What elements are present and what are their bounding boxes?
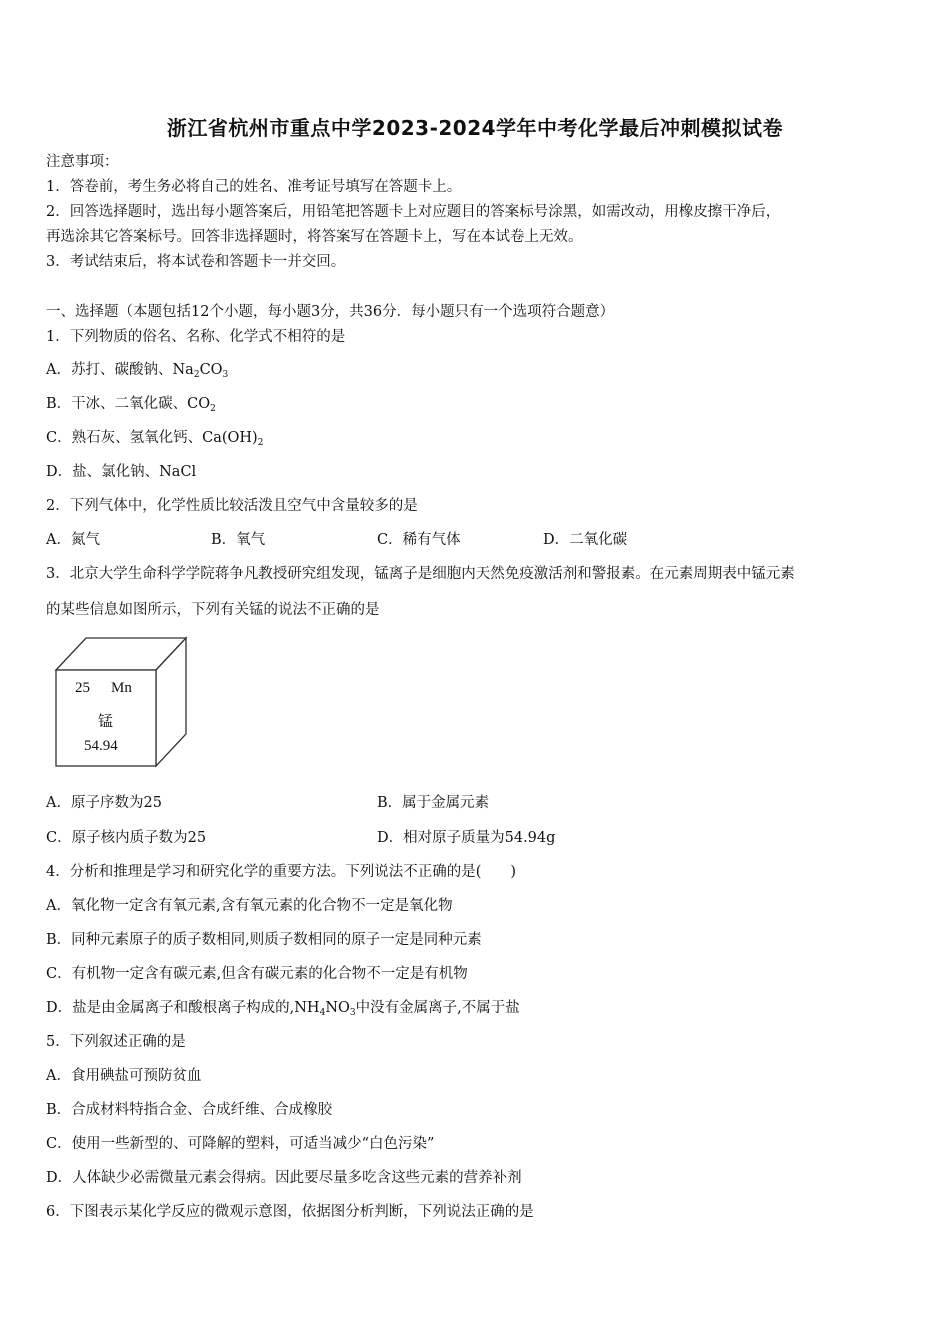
q4-option-c: C．有机物一定含有碳元素,但含有碳元素的化合物不一定是有机物 <box>46 966 468 982</box>
q2-option-d: D．二氧化碳 <box>543 532 628 548</box>
q1-option-c: C．熟石灰、氢氧化钙、$Ca(OH)_2$ <box>46 430 264 448</box>
q2-option-c: C．稀有气体 <box>377 532 461 548</box>
q3-option-d: D．相对原子质量为54.94g <box>377 830 556 846</box>
q4-option-d: D．盐是由金属离子和酸根离子构成的$,NH_4NO_3$中没有金属离子,不属于盐 <box>46 1000 520 1018</box>
element-cell-figure <box>50 634 190 770</box>
q5-option-c: C．使用一些新型的、可降解的塑料，可适当减少“白色污染” <box>46 1136 435 1152</box>
element-number: 25 <box>75 680 90 696</box>
element-name: 锰 <box>98 712 114 730</box>
q5-option-d: D．人体缺少必需微量元素会得病。因此要尽量多吃含这些元素的营养补剂 <box>46 1170 522 1186</box>
q2-stem: 2．下列气体中，化学性质比较活泼且空气中含量较多的是 <box>46 498 418 514</box>
q2-option-b: B．氧气 <box>211 532 266 548</box>
notice-heading: 注意事项： <box>46 154 119 170</box>
notice-item-2-cont: 再选涂其它答案标号。回答非选择题时，将答案写在答题卡上，写在本试卷上无效。 <box>46 229 583 245</box>
q3-option-a: A．原子序数为25 <box>46 795 162 811</box>
element-mass: 54.94 <box>84 738 118 754</box>
notice-item-1: 1．答卷前，考生务必将自己的姓名、准考证号填写在答题卡上。 <box>46 179 462 195</box>
q3-option-c: C．原子核内质子数为25 <box>46 830 207 846</box>
q4-stem: 4．分析和推理是学习和研究化学的重要方法。下列说法不正确的是( ) <box>46 864 517 880</box>
q2-option-a: A．氮气 <box>46 532 100 548</box>
q3-stem-line2: 的某些信息如图所示，下列有关锰的说法不正确的是 <box>46 602 380 618</box>
q3-option-b: B．属于金属元素 <box>377 795 490 811</box>
q1-option-a: A．苏打、碳酸钠、$Na_2CO_3$ <box>46 362 229 380</box>
q4-option-b: B．同种元素原子的质子数相同,则质子数相同的原子一定是同种元素 <box>46 932 482 948</box>
q5-option-b: B．合成材料特指合金、合成纤维、合成橡胶 <box>46 1102 333 1118</box>
q5-stem: 5．下列叙述正确的是 <box>46 1034 186 1050</box>
notice-item-3: 3．考试结束后，将本试卷和答题卡一并交回。 <box>46 254 346 270</box>
element-symbol: Mn <box>111 680 132 696</box>
q4-option-a: A．氧化物一定含有氧元素,含有氧元素的化合物不一定是氧化物 <box>46 898 453 914</box>
section-heading: 一、选择题（本题包括12个小题，每小题3分，共36分．每小题只有一个选项符合题意） <box>46 304 615 320</box>
q1-option-b: B．干冰、二氧化碳、$CO_2$ <box>46 396 216 414</box>
q5-option-a: A．食用碘盐可预防贫血 <box>46 1068 202 1084</box>
q6-stem: 6．下图表示某化学反应的微观示意图，依据图分析判断，下列说法正确的是 <box>46 1204 534 1220</box>
q1-option-d: D．盐、氯化钠、NaCl <box>46 464 197 480</box>
element-cell-cube <box>50 634 190 770</box>
q3-stem-line1: 3．北京大学生命科学学院蒋争凡教授研究组发现，锰离子是细胞内天然免疫激活剂和警报素。在元素周期表中锰元素 <box>46 566 795 582</box>
notice-item-2: 2．回答选择题时，选出每小题答案后，用铅笔把答题卡上对应题目的答案标号涂黑，如需改动，用橡皮擦干净后， <box>46 204 781 220</box>
page-title: 浙江省杭州市重点中学2023-2024学年中考化学最后冲刺模拟试卷 <box>166 116 784 140</box>
q1-stem: 1．下列物质的俗名、名称、化学式不相符的是 <box>46 329 346 345</box>
